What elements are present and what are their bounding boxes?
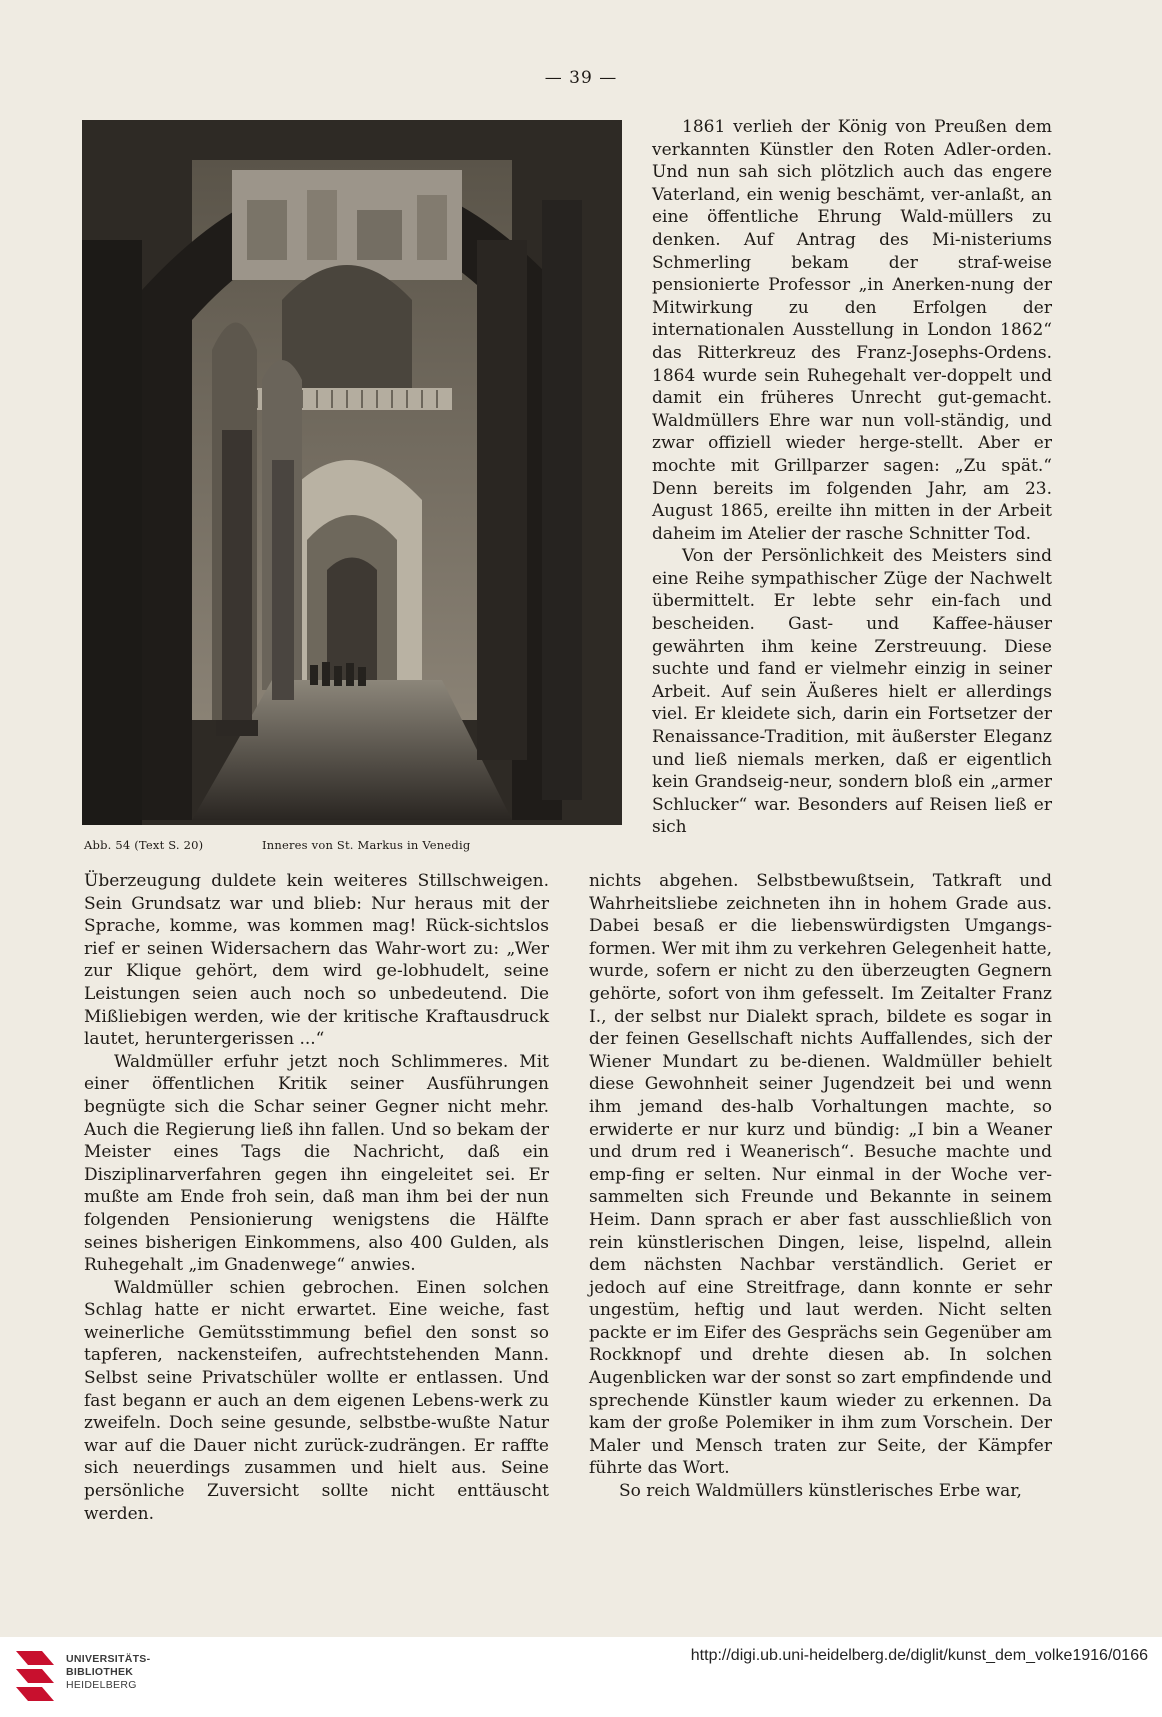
paragraph: Von der Persönlichkeit des Meisters sind eine Reihe sympathischer Züge der Nachwelt übermittelt. Er lebte sehr ein-fach und bescheiden. Gast- und Kaffee-häuser gewährten ihm keine Zerstreuung. Diese suchte und fand er vielmehr einzig in seiner Arbeit. Auf sein Äußeres hielt er allerdings viel. Er kleidete sich, darin ein Fortsetzer der Renaissance-Tradition, mit äußerster Eleganz und ließ niemals merken, daß er eigentlich kein Grandseig-neur, sondern bloß ein „armer Schlucker“ war. Besonders auf Reisen ließ er sich: [652, 546, 1052, 838]
paragraph: Waldmüller schien gebrochen. Einen solchen Schlag hatte er nicht erwartet. Eine weiche, fast weinerliche Gemütsstimmung befiel den sonst so tapferen, nackensteifen, aufrechtstehenden Mann. Selbst seine Privatschüler wollte er entlassen. Und fast begann er auch an dem eigenen Lebens-werk zu zweifeln. Doch seine gesunde, selbstbe-wußte Natur war auf die Dauer nicht zurück-zudrängen. Er raffte sich neuerdings zusammen und hielt aus. Seine persönliche Zuversicht sollte nicht enttäuscht werden.: [84, 1277, 549, 1524]
text-column-right-bottom: [589, 870, 1052, 1503]
paragraph: Überzeugung duldete kein weiteres Stillschweigen. Sein Grundsatz war und blieb: Nur heraus mit der Sprache, komme, was kommen mag! Rück-sichtslos rief er seinen Widersachern das Wahr-wort zu: „Wer zur Klique gehört, dem wird ge-lobhudelt, seine Leistungen seien auch noch so unbedeutend. Die Mißliebigen werden, wie der kritische Kraftausdruck lautet, heruntergerissen ...“: [84, 871, 549, 1050]
paragraph: 1861 verlieh der König von Preußen dem verkannten Künstler den Roten Adler-orden. Und nun sah sich plötzlich auch das engere Vaterland, ein wenig beschämt, ver-anlaßt, an eine öffentliche Ehrung Wald-müllers zu denken. Auf Antrag des Mi-nisteriums Schmerling bekam der straf-weise pensionierte Professor „in Anerken-nung der Mitwirkung zu den Erfolgen der internationalen Ausstellung in London 1862“ das Ritterkreuz des Franz-Josephs-Ordens. 1864 wurde sein Ruhegehalt ver-doppelt und damit ein früheres Unrecht gut-gemacht. Waldmüllers Ehre war nun voll-ständig, und zwar offiziell wieder herge-stellt. Aber er mochte mit Grillparzer sagen: „Zu spät.“ Denn bereits im folgenden Jahr, am 23. August 1865, ereilte ihn mitten in der Arbeit daheim im Atelier der rasche Schnitter Tod.: [652, 117, 1052, 544]
paragraph: nichts abgehen. Selbstbewußtsein, Tatkraft und Wahrheitsliebe zeichneten ihn in hohem Grade aus. Dabei besaß er die liebenswürdigsten Umgangs-formen. Wer mit ihm zu verkehren Gelegenheit hatte, wurde, sofern er nicht zu den überzeugten Gegnern gehörte, sofort von ihm gefesselt. Im Zeitalter Franz I., der selbst nur Dialekt sprach, bildete es sogar in der feinen Gesellschaft nichts Auffallendes, sich der Wiener Mundart zu be-dienen. Waldmüller behielt diese Gewohnheit seiner Jugendzeit bei und wenn ihm jemand des-halb Vorhaltungen machte, so erwiderte er nur kurz und bündig: „I bin a Weaner und drum red i Weanerisch“. Besuche machte und emp-fing er selten. Nur einmal in der Woche ver-sammelten sich Freunde und Bekannte in seinem Heim. Dann sprach er aber fast ausschließlich von rein künstlerischen Dingen, leise, lispelnd, allein dem nächsten Nachbar verständlich. Geriet er jedoch auf eine Streitfrage, dann konnte er sehr ungestüm, heftig und laut werden. Nicht selten packte er im Eifer des Gesprächs sein Gegenüber am Rockknopf und drehte diesen ab. In solchen Augenblicken war der sonst so zart empfindende und sprechende Künstler kaum wieder zu erkennen. Da kam der große Polemiker in ihm zum Vorschein. Der Maler und Mensch traten zur Seite, der Kämpfer führte das Wort.: [589, 871, 1052, 1479]
footer-bar: [0, 1637, 1162, 1717]
page-url-link[interactable]: http://digi.ub.uni-heidelberg.de/diglit/kunst_dem_volke1916/0166: [690, 1647, 1148, 1664]
library-name: [66, 1653, 150, 1692]
library-name-line: HEIDELBERG: [66, 1679, 137, 1691]
library-name-line: UNIVERSITÄTS-: [66, 1653, 151, 1665]
caption-figure-reference: Abb. 54 (Text S. 20): [84, 838, 204, 852]
text-column-right-top: [652, 116, 1052, 839]
library-name-line: BIBLIOTHEK: [66, 1666, 134, 1678]
illustration-san-marco-interior: [82, 120, 622, 825]
engraving-image: [82, 120, 622, 825]
paragraph: So reich Waldmüllers künstlerisches Erbe war,: [619, 1481, 1022, 1502]
library-logo-icon: [12, 1643, 58, 1709]
caption-title: Inneres von St. Markus in Venedig: [262, 838, 471, 852]
page-number: — 39 —: [544, 68, 618, 88]
text-column-left-bottom: [84, 870, 549, 1525]
paragraph: Waldmüller erfuhr jetzt noch Schlimmeres. Mit einer öffentlichen Kritik seiner Ausführungen begnügte sich die Schar seiner Gegner nicht mehr. Auch die Regierung ließ ihn fallen. Und so bekam der Meister eines Tags die Nachricht, daß ein Disziplinarverfahren gegen ihn eingeleitet sei. Er mußte am Ende froh sein, daß man ihm bei der nun folgenden Pensionierung wenigstens die Hälfte seines bisherigen Einkommens, also 400 Gulden, als Ruhegehalt „im Gnadenwege“ anwies.: [84, 1051, 549, 1276]
